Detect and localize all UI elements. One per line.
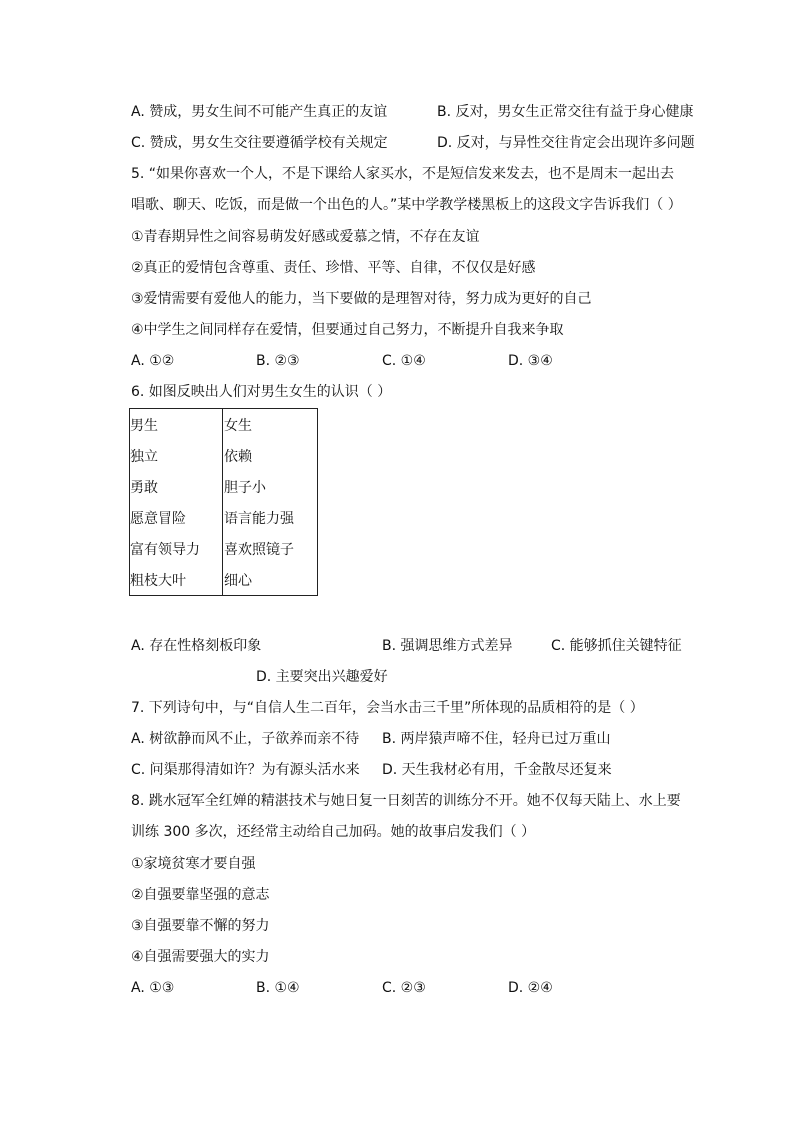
table-row xyxy=(130,564,318,596)
q5-stem-line1: 5. “如果你喜欢一个人，不是下课给人家买水，不是短信发来发去，也不是周末一起出去 xyxy=(131,166,675,182)
table-row xyxy=(130,502,318,533)
q8-option-d: D. ②④ xyxy=(508,980,553,996)
q6-option-d: D. 主要突出兴趣爱好 xyxy=(256,669,388,685)
q6-stem: 6. 如图反映出人们对男生女生的认识（ ） xyxy=(131,384,392,400)
table-cell-male: 勇敢 xyxy=(130,471,223,502)
table-cell-female: 喜欢照镜子 xyxy=(223,533,318,564)
q8-statement-2: ②自强要靠坚强的意志 xyxy=(131,887,270,903)
table-cell-male: 愿意冒险 xyxy=(130,502,223,533)
q5-statement-3: ③爱情需要有爱他人的能力，当下要做的是理智对待，努力成为更好的自己 xyxy=(131,291,592,307)
q6-option-b: B. 强调思维方式差异 xyxy=(382,638,513,654)
table-row xyxy=(130,533,318,564)
q5-statement-4: ④中学生之间同样存在爱情，但要通过自己努力，不断提升自我来争取 xyxy=(131,322,564,338)
q5-option-c: C. ①④ xyxy=(382,353,426,369)
q5-statement-1: ①青春期异性之间容易萌发好感或爱慕之情，不存在友谊 xyxy=(131,229,480,245)
q8-statement-1: ①家境贫寒才要自强 xyxy=(131,856,256,872)
table-cell-female: 胆子小 xyxy=(223,471,318,502)
table-cell-male: 粗枝大叶 xyxy=(130,564,223,596)
q8-option-c: C. ②③ xyxy=(382,980,426,996)
q5-statement-2: ②真正的爱情包含尊重、责任、珍惜、平等、自律，不仅仅是好感 xyxy=(131,260,536,276)
table-row xyxy=(130,440,318,471)
table-cell-female: 依赖 xyxy=(223,440,318,471)
table-cell-female: 女生 xyxy=(223,409,318,441)
table-row xyxy=(130,471,318,502)
q7-option-c: C. 问渠那得清如许？为有源头活水来 xyxy=(131,762,360,778)
q8-statement-3: ③自强要靠不懈的努力 xyxy=(131,918,270,934)
q8-statement-4: ④自强需要强大的实力 xyxy=(131,949,270,965)
q7-option-d: D. 天生我材必有用，千金散尽还复来 xyxy=(382,762,612,778)
q4-option-b: B. 反对，男女生正常交往有益于身心健康 xyxy=(437,104,694,120)
table-cell-female: 语言能力强 xyxy=(223,502,318,533)
table-cell-male: 富有领导力 xyxy=(130,533,223,564)
q8-stem-line1: 8. 跳水冠军全红婵的精湛技术与她日复一日刻苦的训练分不开。她不仅每天陆上、水上要 xyxy=(131,793,681,809)
q4-option-a: A. 赞成，男女生间不可能产生真正的友谊 xyxy=(131,104,388,120)
table-cell-female: 细心 xyxy=(223,564,318,596)
q6-option-c: C. 能够抓住关键特征 xyxy=(551,638,682,654)
q7-option-b: B. 两岸猿声啼不住，轻舟已过万重山 xyxy=(382,731,611,747)
q6-option-a: A. 存在性格刻板印象 xyxy=(131,638,262,654)
q8-option-b: B. ①④ xyxy=(256,980,300,996)
q7-option-a: A. 树欲静而风不止，子欲养而亲不待 xyxy=(131,731,360,747)
q5-option-b: B. ②③ xyxy=(256,353,300,369)
q8-stem-line2: 训练 300 多次，还经常主动给自己加码。她的故事启发我们（ ） xyxy=(131,824,536,840)
q5-option-d: D. ③④ xyxy=(508,353,553,369)
q4-option-d: D. 反对，与异性交往肯定会出现许多问题 xyxy=(437,135,695,151)
q4-option-c: C. 赞成，男女生交往要遵循学校有关规定 xyxy=(131,135,388,151)
table-cell-male: 男生 xyxy=(130,409,223,441)
table-cell-male: 独立 xyxy=(130,440,223,471)
table-row xyxy=(130,409,318,441)
q5-stem-line2: 唱歌、聊天、吃饭，而是做一个出色的人。”某中学教学楼黑板上的这段文字告诉我们（ ） xyxy=(131,197,682,213)
q5-option-a: A. ①② xyxy=(131,353,175,369)
gender-perception-table xyxy=(129,408,318,596)
q7-stem: 7. 下列诗句中，与“自信人生二百年，会当水击三千里”所体现的品质相符的是（ ） xyxy=(131,700,644,716)
q8-option-a: A. ①③ xyxy=(131,980,175,996)
